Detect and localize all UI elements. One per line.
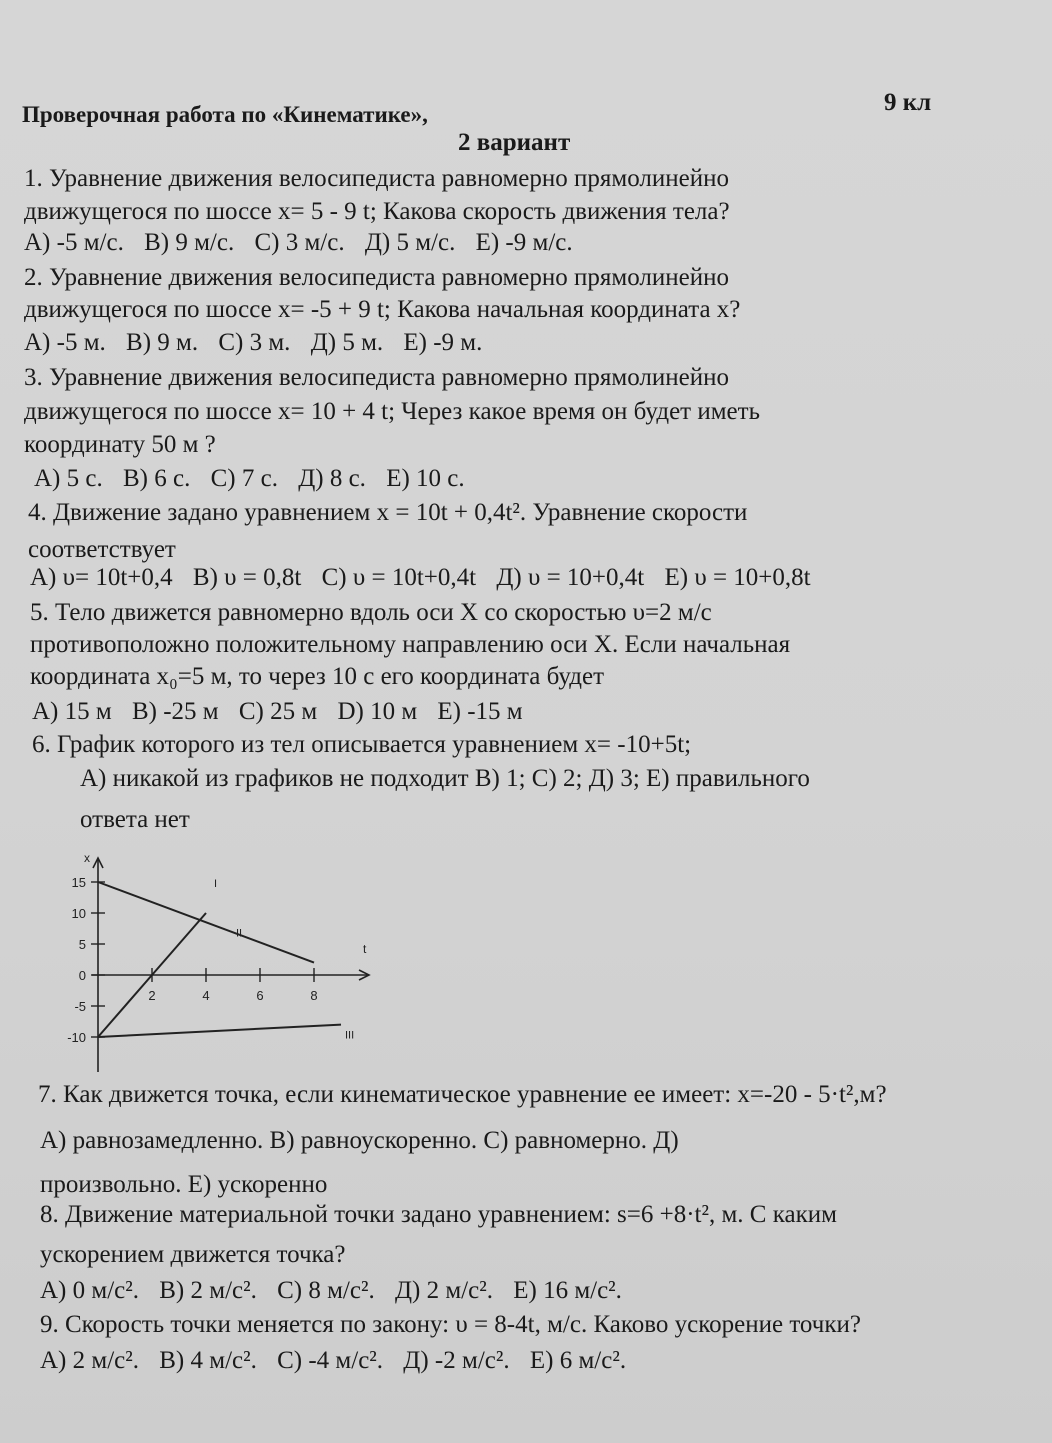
q2-option-c: С) 3 м. (218, 329, 291, 356)
q4-option-c: С) υ = 10t+0,4t (321, 564, 477, 591)
q3-option-c: С) 7 с. (210, 465, 278, 492)
q9-option-a: А) 2 м/с². (40, 1347, 139, 1374)
series-label-3: III (345, 1029, 355, 1042)
y-tick-label: 15 (71, 875, 86, 890)
q7-line-2: А) равнозамедленно. В) равноускоренно. С) равномерно. Д) (40, 1127, 679, 1154)
y-tick-label: -10 (67, 1030, 86, 1045)
x-tick-label: 6 (256, 988, 264, 1003)
q5-option-a: А) 15 м (32, 698, 112, 725)
q8-option-a: А) 0 м/с². (40, 1277, 139, 1304)
q5-line-2: противоположно положительному направлению оси X. Если начальная (30, 631, 791, 658)
q3-line-2: движущегося по шоссе x= 10 + 4 t; Через какое время он будет иметь (24, 398, 760, 425)
q4-option-d: Д) υ = 10+0,4t (496, 564, 645, 591)
y-tick-label: 10 (71, 906, 86, 921)
q9-line-1: 9. Скорость точки меняется по закону: υ = 8-4t, м/с. Каково ускорение точки? (40, 1311, 861, 1338)
q9-option-d: Д) -2 м/с². (403, 1347, 510, 1374)
q5-option-c: С) 25 м (238, 698, 318, 725)
q5-option-d: D) 10 м (337, 698, 418, 725)
q4-line-1: 4. Движение задано уравнением x = 10t + 0,4t². Уравнение скорости (28, 499, 748, 526)
graph-layer (67, 851, 369, 1072)
series-line-3 (98, 1025, 341, 1037)
q5-option-e: Е) -15 м (437, 698, 523, 725)
position-time-graph (48, 840, 428, 1090)
q3-option-b: В) 6 с. (122, 465, 191, 492)
x-tick-label: 8 (310, 988, 318, 1003)
q9-options (40, 1346, 640, 1376)
q3-option-a: А) 5 с. (34, 465, 103, 492)
q4-options (30, 563, 825, 593)
q2-line-1: 2. Уравнение движения велосипедиста равномерно прямолинейно (24, 264, 729, 291)
q3-option-d: Д) 8 с. (298, 465, 366, 492)
q6-line-1: 6. График которого из тел описывается уравнением x= -10+5t; (32, 731, 692, 758)
q2-option-d: Д) 5 м. (310, 329, 384, 356)
x-tick-label: 2 (148, 988, 156, 1003)
q3-line-3: координату 50 м ? (24, 431, 216, 458)
x-tick-label: 4 (202, 988, 210, 1003)
page-title: Проверочная работа по «Кинематике», (22, 102, 428, 127)
q9-option-c: С) -4 м/с². (277, 1347, 384, 1374)
q5-line-3: координата x₀=5 м, то через 10 с его координата будет (30, 663, 605, 690)
q2-line-2: движущегося по шоссе x= -5 + 9 t; Какова начальная координата x? (24, 296, 741, 323)
q3-option-e: Е) 10 с. (386, 465, 465, 492)
q1-option-a: А) -5 м/с. (24, 229, 124, 256)
series-label-1: I (214, 878, 218, 890)
grade-label: 9 кл (884, 89, 932, 116)
variant-label: 2 вариант (458, 129, 571, 156)
q6-line-2: А) никакой из графиков не подходит В) 1; С) 2; Д) 3; Е) правильного (80, 765, 810, 792)
q1-line-1: 1. Уравнение движения велосипедиста равномерно прямолинейно (24, 165, 729, 192)
q4-option-a: А) υ= 10t+0,4 (30, 564, 173, 591)
x-axis-label: t (363, 942, 367, 956)
q9-option-e: Е) 6 м/с². (529, 1347, 627, 1374)
q4-line-2: соответствует (28, 536, 176, 563)
q2-options (24, 328, 496, 358)
y-tick-label: 0 (78, 968, 86, 983)
q1-option-c: С) 3 м/с. (254, 229, 345, 256)
q5-option-b: В) -25 м (131, 698, 219, 725)
q1-option-d: Д) 5 м/с. (364, 229, 456, 256)
q1-option-b: В) 9 м/с. (144, 229, 235, 256)
q3-line-1: 3. Уравнение движения велосипедиста равномерно прямолинейно (24, 364, 729, 391)
q9-option-b: В) 4 м/с². (159, 1347, 257, 1374)
q1-line-2: движущегося по шоссе x= 5 - 9 t; Какова скорость движения тела? (24, 198, 730, 225)
q1-options (24, 228, 587, 258)
q8-option-e: Е) 16 м/с². (513, 1277, 622, 1304)
q8-line-1: 8. Движение материальной точки задано уравнением: s=6 +8·t², м. С каким (40, 1201, 837, 1228)
q7-line-3: произвольно. Е) ускоренно (40, 1171, 328, 1198)
q8-line-2: ускорением движется точка? (40, 1241, 346, 1268)
q8-options (40, 1276, 636, 1306)
q5-line-1: 5. Тело движется равномерно вдоль оси X со скоростью υ=2 м/с (30, 599, 712, 626)
q2-option-b: В) 9 м. (126, 329, 199, 356)
q1-option-e: Е) -9 м/с. (475, 229, 573, 256)
q4-option-b: В) υ = 0,8t (192, 564, 302, 591)
q2-option-a: А) -5 м. (24, 329, 106, 356)
y-tick-label: 5 (78, 937, 86, 952)
series-label-2: II (236, 927, 243, 940)
series-line-2 (98, 882, 314, 963)
q8-option-b: В) 2 м/с². (159, 1277, 257, 1304)
q5-options (32, 697, 537, 727)
y-tick-label: -5 (74, 999, 86, 1014)
q3-options (34, 464, 479, 494)
y-axis-label: x (84, 851, 90, 865)
q6-line-3: ответа нет (80, 806, 190, 833)
q2-option-e: Е) -9 м. (403, 329, 483, 356)
q8-option-c: С) 8 м/с². (277, 1277, 375, 1304)
q8-option-d: Д) 2 м/с². (394, 1277, 493, 1304)
q7-line-1: 7. Как движется точка, если кинематическое уравнение ее имеет: x=-20 - 5·t²,м? (38, 1081, 887, 1108)
q4-option-e: Е) υ = 10+0,8t (664, 564, 811, 591)
